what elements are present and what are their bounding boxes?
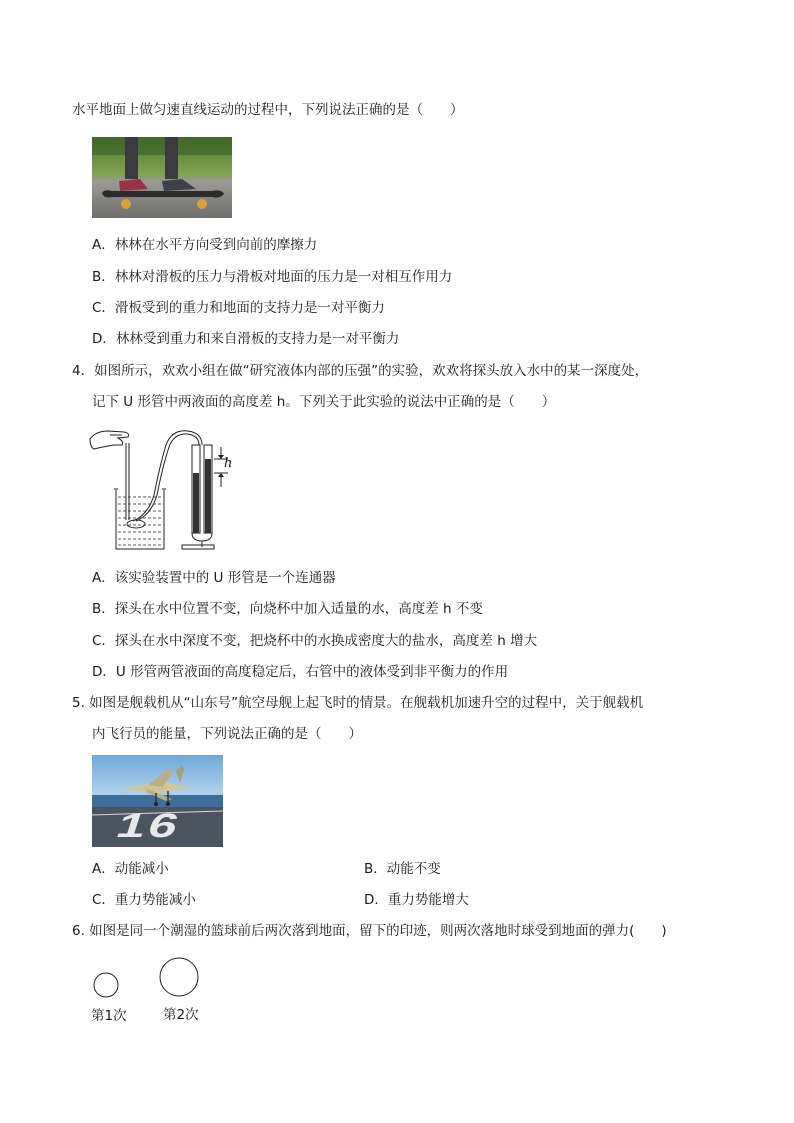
u-tube-manometer-diagram [88,425,238,553]
q5-option-c: C．重力势能减小 [92,892,196,908]
q4-option-a: A．该实验装置中的 U 形管是一个连通器 [92,570,336,586]
q3-option-c: C．滑板受到的重力和地面的支持力是一对平衡力 [92,300,385,316]
first-imprint-circle [94,973,118,997]
ball-imprints-diagram [88,955,218,1025]
first-imprint-caption: 第1次 [91,1008,127,1024]
q3-option-d: D．林林受到重力和来自滑板的支持力是一对平衡力 [92,331,400,347]
second-imprint-caption: 第2次 [163,1007,199,1023]
q4-option-c: C．探头在水中深度不变，把烧杯中的水换成密度大的盐水，高度差 h 增大 [92,633,538,649]
q5-option-a: A．动能减小 [92,861,169,877]
q3-option-a: A．林林在水平方向受到向前的摩擦力 [92,237,318,253]
q5-option-b: B．动能不变 [364,861,441,877]
deck-marking: 16 [111,807,187,845]
carrier-takeoff-photo [92,755,223,847]
q4-stem-line1: 4．如图所示，欢欢小组在做“研究液体内部的压强”的实验，欢欢将探头放入水中的某一深度处， [72,363,649,379]
q5-stem-line2: 内飞行员的能量，下列说法正确的是（ ） [92,726,362,742]
q4-stem-line2: 记下 U 形管中两液面的高度差 h。下列关于此实验的说法中正确的是（ ） [92,394,556,410]
q3-option-b: B．林林对滑板的压力与滑板对地面的压力是一对相互作用力 [92,269,453,285]
second-imprint-circle [160,958,198,996]
q4-option-b: B．探头在水中位置不变，向烧杯中加入适量的水，高度差 h 不变 [92,601,483,617]
q5-option-d: D．重力势能增大 [364,892,469,908]
q3-stem: 水平地面上做匀速直线运动的过程中，下列说法正确的是（ ） [72,102,464,118]
skateboard-photo [92,137,232,218]
height-difference-label: h [224,456,233,471]
q6-stem: 6. 如图是同一个潮湿的篮球前后两次落到地面，留下的印迹，则两次落地时球受到地面的弹力( ) [72,923,667,939]
q5-stem-line1: 5. 如图是舰载机从“山东号”航空母舰上起飞时的情景。在舰载机加速升空的过程中，关于舰载机 [72,695,644,711]
q4-option-d: D．U 形管两管液面的高度稳定后，右管中的液体受到非平衡力的作用 [92,664,509,680]
